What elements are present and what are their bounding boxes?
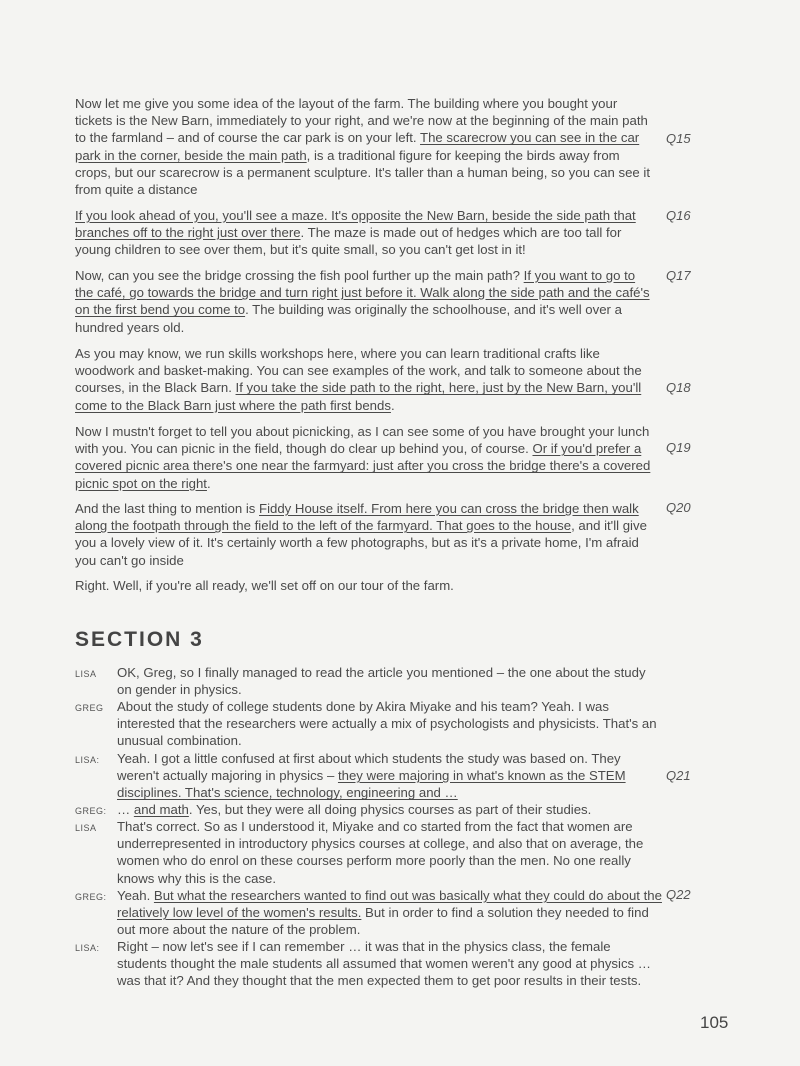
answer-underline: If you take the side path to the right, here, just by the New Barn, you'll come to the Black Barn just where the path first bends bbox=[75, 380, 642, 413]
speaker-label: GREG: bbox=[75, 892, 107, 902]
question-marker: Q15 bbox=[666, 131, 691, 146]
text-segment: Now let me give you some idea of the layout of the farm. The building where you bought your tickets is the New Barn, immediately to your right, and we're now at the beginning of the main path to the farmland – and of course the car park is on your left. bbox=[75, 96, 648, 146]
paragraph-layout bbox=[75, 95, 655, 198]
text-segment: Yeah. bbox=[117, 888, 154, 903]
answer-underline: and math bbox=[133, 802, 189, 817]
text-segment: As you may know, we run skills workshops here, where you can learn traditional crafts like woodwork and basket-making. You can see examples of the work, and talk to someone about the courses, in the Black Barn. bbox=[75, 346, 642, 396]
paragraph-fiddy-house bbox=[75, 500, 655, 569]
text-segment: Yeah. I got a little confused at first about which students the study was based on. They weren't actually majoring in physics – bbox=[117, 751, 621, 784]
answer-underline: Fiddy House itself. From here you can cross the bridge then walk along the footpath through the field to the left of the farmyard. That goes to the house bbox=[75, 501, 639, 534]
text-segment: , is a traditional figure for keeping the birds away from crops, but our scarecrow is a permanent sculpture. It's taller than a human being, so you can see it from quite a distance bbox=[75, 147, 651, 198]
text-segment: That's correct. So as I understood it, Miyake and co started from the fact that women are underrepresented in introductory physics courses at college, and also that on average, the women who do enrol on these courses perform more poorly than the men. No one really knows why this is the case. bbox=[117, 819, 644, 886]
text-segment: OK, Greg, so I finally managed to read the article you mentioned – the one about the study on gender in physics. bbox=[117, 665, 646, 698]
text-segment: And the last thing to mention is bbox=[75, 501, 260, 516]
speaker-label: GREG: bbox=[75, 806, 107, 816]
text-segment: About the study of college students done by Akira Miyake and his team? Yeah. I was interested that the researchers were actually a mix of psychologists and physicists. That's an unusual combination. bbox=[117, 699, 657, 749]
text-segment: Right. Well, if you're all ready, we'll set off on our tour of the farm. bbox=[75, 578, 454, 593]
dialogue-line bbox=[117, 750, 662, 802]
question-marker: Q16 bbox=[666, 208, 691, 223]
answer-underline: But what the researchers wanted to find out was basically what they could do about the relatively low level of the women's results. bbox=[117, 888, 662, 921]
text-segment: But in order to find a solution they needed to find out more about the nature of the problem. bbox=[117, 905, 649, 938]
text-segment: . Yes, but they were all doing physics courses as part of their studies. bbox=[188, 802, 592, 817]
speaker-label: LISA bbox=[75, 823, 97, 833]
question-marker: Q19 bbox=[666, 440, 691, 455]
dialogue-line bbox=[117, 938, 662, 990]
paragraph-cafe bbox=[75, 267, 655, 336]
dialogue-line bbox=[117, 818, 662, 887]
dialogue-line bbox=[117, 698, 662, 750]
paragraph-workshops bbox=[75, 345, 655, 414]
paragraph-closing bbox=[75, 577, 655, 594]
speaker-label: LISA bbox=[75, 669, 97, 679]
section-title: SECTION 3 bbox=[75, 628, 204, 651]
answer-underline: The scarecrow you can see in the car park in the corner, beside the main path bbox=[75, 130, 640, 163]
text-segment: . bbox=[206, 475, 211, 491]
text-segment: . The building was originally the schoolhouse, and it's well over a hundred years old. bbox=[75, 302, 622, 335]
speaker-label: LISA: bbox=[75, 755, 100, 765]
text-segment: Now I mustn't forget to tell you about picnicking, as I can see some of you have brought your lunch with you. You can picnic in the field, though do clear up behind you, of course. bbox=[75, 424, 650, 457]
speaker-label: GREG bbox=[75, 703, 104, 713]
text-segment: . The maze is made out of hedges which are too tall for young children to see over them, but it's quite small, so you can't get lost in it! bbox=[75, 225, 622, 258]
paragraph-maze bbox=[75, 207, 655, 259]
question-marker: Q20 bbox=[666, 500, 691, 515]
dialogue-line bbox=[117, 664, 662, 698]
text-segment: … bbox=[117, 802, 134, 817]
question-marker: Q18 bbox=[666, 380, 691, 395]
question-marker: Q21 bbox=[666, 768, 691, 783]
speaker-label: LISA: bbox=[75, 943, 100, 953]
text-segment: Now, can you see the bridge crossing the fish pool further up the main path? bbox=[75, 268, 524, 283]
question-marker: Q17 bbox=[666, 268, 691, 283]
text-segment: . bbox=[390, 397, 395, 413]
dialogue-line bbox=[117, 801, 662, 818]
paragraph-picnic bbox=[75, 423, 655, 492]
text-segment: Right – now let's see if I can remember … it was that in the physics class, the female students thought the male students all assumed that women weren't any good at physics … was that it? And they thought that the men expected them to get poor results in their tests. bbox=[117, 939, 651, 989]
question-marker: Q22 bbox=[666, 887, 691, 902]
answer-underline: Or if you'd prefer a covered picnic area there's one near the farmyard: just after you cross the bridge there's a covered picnic spot on the right bbox=[75, 441, 651, 491]
text-segment: , and it'll give you a lovely view of it. It's certainly worth a few photographs, but as it's a private home, I'm afraid you can't go inside bbox=[75, 518, 647, 568]
dialogue-line bbox=[117, 887, 662, 939]
answer-underline: they were majoring in what's known as the STEM disciplines. That's science, technology, engineering and … bbox=[117, 768, 626, 801]
answer-underline: If you look ahead of you, you'll see a maze. It's opposite the New Barn, beside the side path that branches off to the right just over there bbox=[75, 208, 636, 241]
answer-underline: If you want to go to the café, go towards the bridge and turn right just before it. Walk along the side path and the café's on the first bend you come to bbox=[75, 268, 650, 318]
page-number: 105 bbox=[700, 1013, 729, 1032]
